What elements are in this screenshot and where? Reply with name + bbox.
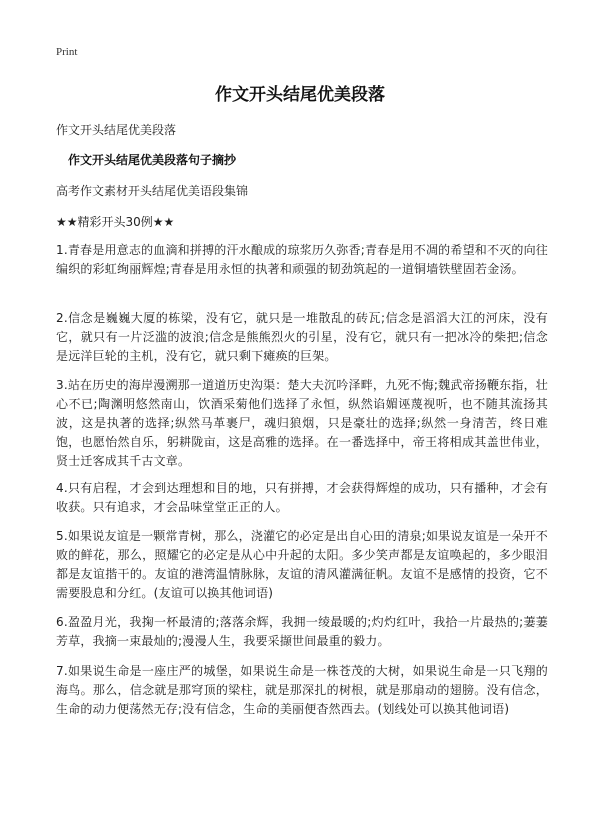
print-label: Print xyxy=(56,46,78,58)
paragraph-3: 3.站在历史的海岸漫溯那一道道历史沟渠：楚大夫沉吟泽畔，九死不悔;魏武帝扬鞭东指，壮心不已;陶渊明悠然南山，饮酒采菊他们选择了永恒，纵然谄媚诬蔑视听，也不随其流扬其波，这是执著的选择;纵然马革裹尸，魂归狼烟，只是豪壮的选择;纵然一身清苦，终日难饱，也愿怡然自乐，躬耕陇亩，这是高雅的选择。在一番选择中，帝王将相成其盖世伟业，贤士迁客成其千古文章。 xyxy=(56,378,548,468)
paragraph-6: 6.盈盈月光，我掬一杯最清的;落落余辉，我拥一绫最暖的;灼灼红叶，我拾一片最热的;萋萋芳草，我摘一束最灿的;漫漫人生，我要采撷世间最重的毅力。 xyxy=(56,615,548,648)
paragraph-4: 4.只有启程，才会到达理想和目的地，只有拼搏，才会获得辉煌的成功，只有播种，才会有收获。只有追求，才会品味堂堂正正的人。 xyxy=(56,481,548,514)
document-title: 作文开头结尾优美段落 xyxy=(215,85,385,105)
paragraph-7: 7.如果说生命是一座庄严的城堡，如果说生命是一株苍茂的大树，如果说生命是一只飞翔的海鸟。那么，信念就是那穹顶的梁柱，就是那深扎的树根，就是那扇动的翅膀。没有信念，生命的动力便荡然无存;没有信念，生命的美丽便杳然西去。(划线处可以换其他词语) xyxy=(56,664,548,716)
paragraph-5: 5.如果说友谊是一颗常青树，那么，浇灌它的必定是出自心田的清泉;如果说友谊是一朵开不败的鲜花，那么，照耀它的必定是从心中升起的太阳。多少笑声都是友谊唤起的，多少眼泪都是友谊揩干的。友谊的港湾温情脉脉，友谊的清风灌满征帆。友谊不是感情的投资，它不需要股息和分红。(友谊可以换其他词语) xyxy=(56,529,548,600)
paragraph-2: 2.信念是巍巍大厦的栋梁，没有它，就只是一堆散乱的砖瓦;信念是滔滔大江的河床，没有它，就只有一片泛滥的波浪;信念是熊熊烈火的引星，没有它，就只有一把冰冷的柴把;信念是远洋巨轮的主机，没有它，就只剩下瘫痪的巨架。 xyxy=(56,311,548,363)
intro-line-1: 作文开头结尾优美段落 xyxy=(56,123,177,137)
paragraph-1: 1.青春是用意志的血滴和拼搏的汗水酿成的琼浆历久弥香;青春是用不凋的希望和不灭的向往编织的彩虹绚丽辉煌;青春是用永恒的执著和顽强的韧劲筑起的一道铜墙铁壁固若金汤。 xyxy=(56,243,548,276)
section-subheading: ★★精彩开头30例★★ xyxy=(56,215,175,229)
intro-line-3: 高考作文素材开头结尾优美语段集锦 xyxy=(56,184,249,198)
section-heading: 作文开头结尾优美段落句子摘抄 xyxy=(68,153,237,167)
